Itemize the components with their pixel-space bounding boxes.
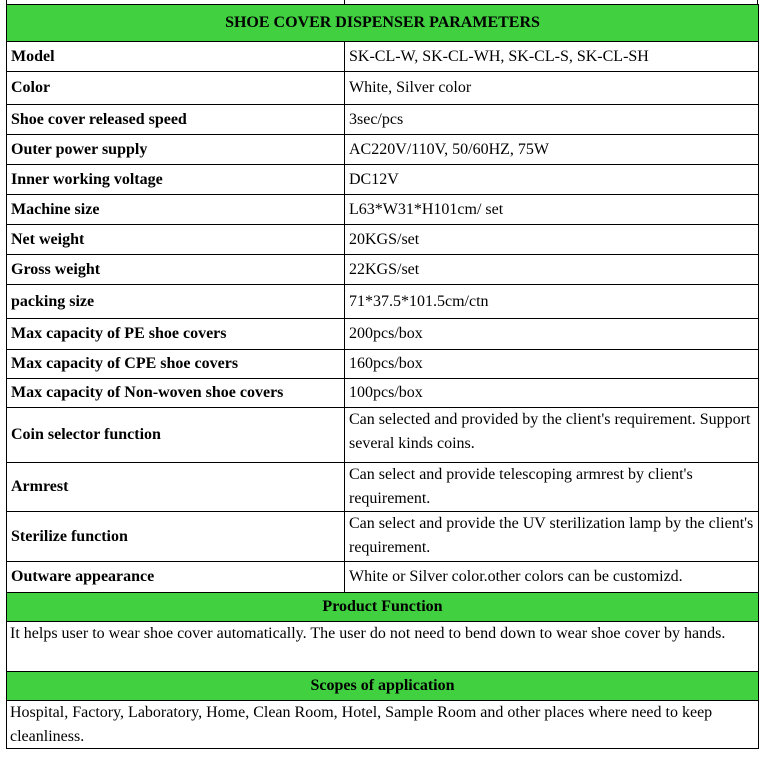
parameter-value: 200pcs/box <box>345 319 759 350</box>
parameters-table <box>6 4 759 749</box>
parameter-value: 100pcs/box <box>345 379 759 408</box>
parameter-value: White, Silver color <box>345 72 759 105</box>
spec-sheet <box>6 4 758 749</box>
parameter-value: Can select and provide telescoping armrest by client's requirement. <box>345 463 759 512</box>
parameter-value: 20KGS/set <box>345 225 759 255</box>
product-function-text-row <box>7 622 759 672</box>
parameter-row <box>7 42 759 72</box>
parameter-value: 3sec/pcs <box>345 105 759 135</box>
parameter-value: DC12V <box>345 165 759 195</box>
parameter-row <box>7 255 759 285</box>
parameter-value: White or Silver color.other colors can be customizd. <box>345 562 759 593</box>
product-function-heading-row <box>7 593 759 622</box>
table-title-row <box>7 5 759 42</box>
parameter-row <box>7 72 759 105</box>
parameter-label: Shoe cover released speed <box>7 105 345 135</box>
parameter-label: Max capacity of PE shoe covers <box>7 319 345 350</box>
parameter-value: Can select and provide the UV sterilization lamp by the client's requirement. <box>345 512 759 562</box>
parameter-row <box>7 463 759 512</box>
parameter-label: Gross weight <box>7 255 345 285</box>
parameter-row <box>7 512 759 562</box>
parameter-value: L63*W31*H101cm/ set <box>345 195 759 225</box>
parameter-label: Coin selector function <box>7 408 345 463</box>
parameter-label: Sterilize function <box>7 512 345 562</box>
parameter-row <box>7 165 759 195</box>
parameter-label: Max capacity of CPE shoe covers <box>7 350 345 379</box>
parameter-row <box>7 379 759 408</box>
product-function-text: It helps user to wear shoe cover automatically. The user do not need to bend down to wear shoe cover by hands. <box>10 625 726 642</box>
parameter-label: Inner working voltage <box>7 165 345 195</box>
parameter-label: Net weight <box>7 225 345 255</box>
parameter-label: Machine size <box>7 195 345 225</box>
parameter-row <box>7 195 759 225</box>
parameter-label: Model <box>7 42 345 72</box>
parameter-row <box>7 350 759 379</box>
parameter-value: 71*37.5*101.5cm/ctn <box>345 285 759 319</box>
scopes-text: Hospital, Factory, Laboratory, Home, Clean Room, Hotel, Sample Room and other places where need to keep cleanliness. <box>10 704 713 745</box>
parameter-row <box>7 408 759 463</box>
parameter-label: packing size <box>7 285 345 319</box>
scopes-text-row <box>7 701 759 749</box>
table-title: SHOE COVER DISPENSER PARAMETERS <box>7 5 759 42</box>
parameter-label: Armrest <box>7 463 345 512</box>
scopes-heading: Scopes of application <box>7 672 759 701</box>
parameter-row <box>7 285 759 319</box>
product-function-heading: Product Function <box>7 593 759 622</box>
parameter-value: SK-CL-W, SK-CL-WH, SK-CL-S, SK-CL-SH <box>345 42 759 72</box>
parameter-label: Outware appearance <box>7 562 345 593</box>
parameter-label: Outer power supply <box>7 135 345 165</box>
parameter-row <box>7 105 759 135</box>
parameter-row <box>7 225 759 255</box>
scopes-heading-row <box>7 672 759 701</box>
parameter-label: Max capacity of Non-woven shoe covers <box>7 379 345 408</box>
parameter-value: Can selected and provided by the client's requirement. Support several kinds coins. <box>345 408 759 463</box>
parameter-row <box>7 562 759 593</box>
parameter-row <box>7 319 759 350</box>
parameter-value: 160pcs/box <box>345 350 759 379</box>
parameter-value: 22KGS/set <box>345 255 759 285</box>
parameter-label: Color <box>7 72 345 105</box>
parameter-value: AC220V/110V, 50/60HZ, 75W <box>345 135 759 165</box>
parameter-row <box>7 135 759 165</box>
